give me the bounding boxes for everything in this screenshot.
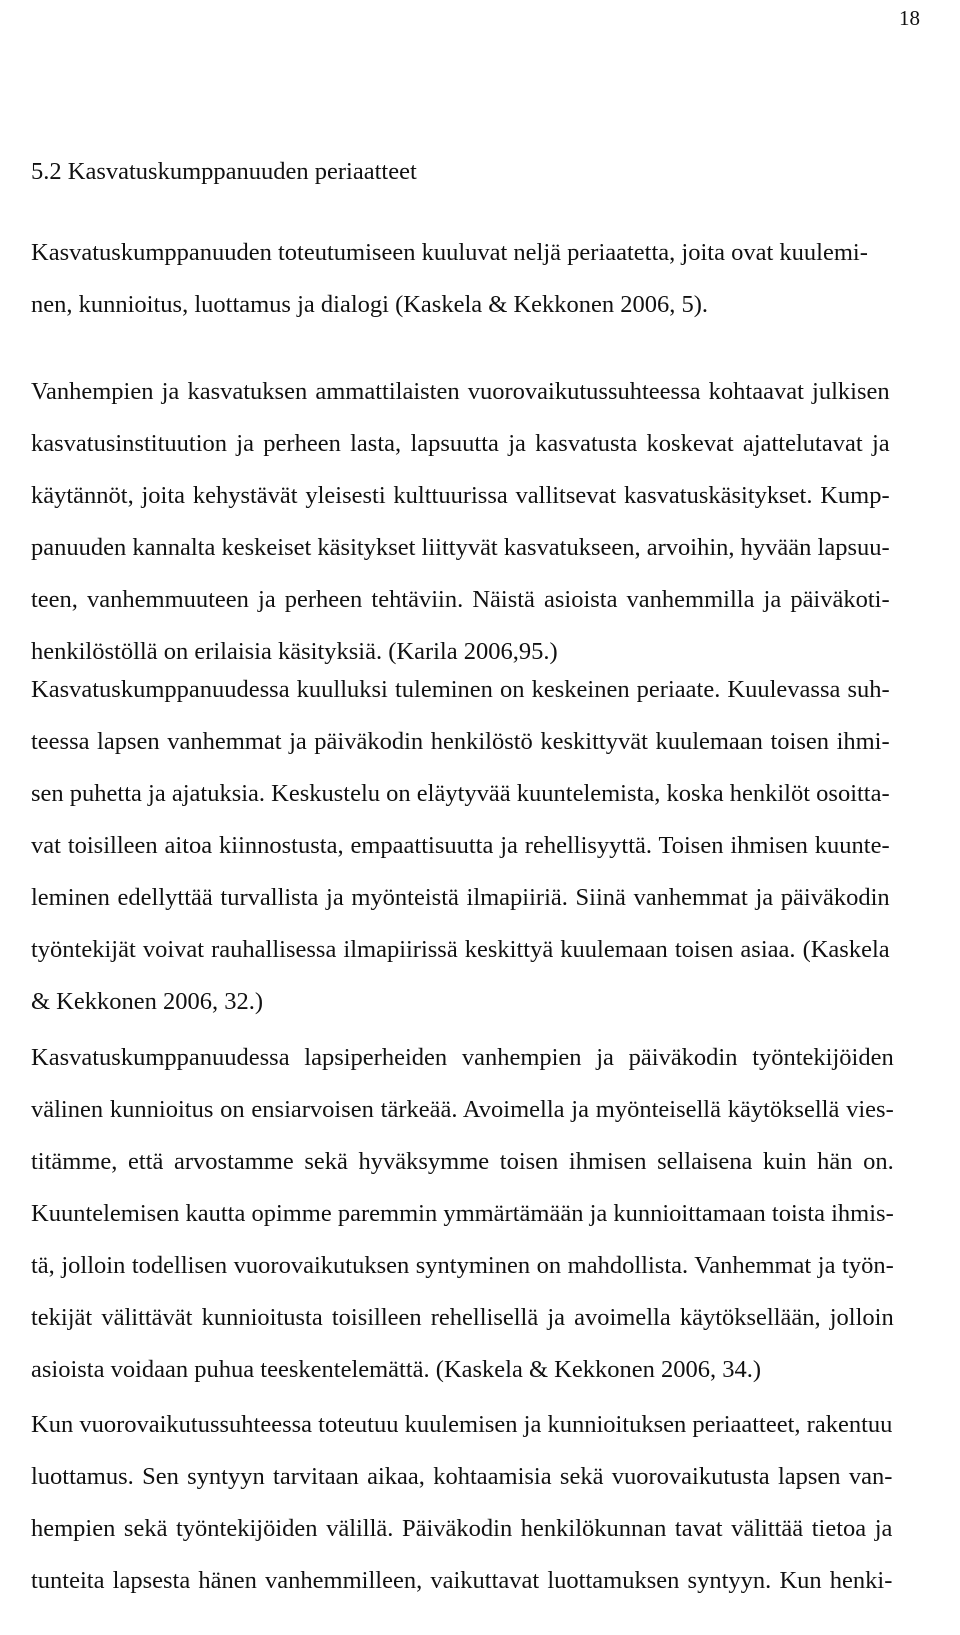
text-line: Kuuntelemisen kautta opimme paremmin ymmärtämään ja kunnioittamaan toista ihmis- [31, 1200, 894, 1227]
paragraph [31, 664, 890, 1028]
text-line: asioista voidaan puhua teeskentelemättä. (Kaskela & Kekkonen 2006, 34.) [31, 1356, 762, 1383]
section-heading: 5.2 Kasvatuskumppanuuden periaatteet [31, 158, 417, 185]
text-line: Kun vuorovaikutussuhteessa toteutuu kuulemisen ja kunnioituksen periaatteet, rakentuu [31, 1411, 893, 1438]
text-line: & Kekkonen 2006, 32.) [31, 988, 264, 1015]
text-line: työntekijät voivat rauhallisessa ilmapiirissä keskittyä kuulemaan toisen asiaa. (Kaskela [31, 936, 890, 963]
text-line: leminen edellyttää turvallista ja myönteistä ilmapiiriä. Siinä vanhemmat ja päiväkodin [31, 884, 890, 911]
text-line: tunteita lapsesta hänen vanhemmilleen, vaikuttavat luottamuksen syntyyn. Kun henki- [31, 1567, 893, 1594]
text-line: Kasvatuskumppanuudessa lapsiperheiden vanhempien ja päiväkodin työntekijöiden [31, 1044, 894, 1071]
text-line: luottamus. Sen syntyyn tarvitaan aikaa, kohtaamisia sekä vuorovaikutusta lapsen van- [31, 1463, 893, 1490]
text-line: tä, jolloin todellisen vuorovaikutuksen syntyminen on mahdollista. Vanhemmat ja työn- [31, 1252, 894, 1279]
text-line: välinen kunnioitus on ensiarvoisen tärkeää. Avoimella ja myönteisellä käytöksellä vies- [31, 1096, 894, 1123]
text-line: teessa lapsen vanhemmat ja päiväkodin henkilöstö keskittyvät kuulemaan toisen ihmi- [31, 728, 890, 755]
text-line: Kasvatuskumppanuudessa kuulluksi tuleminen on keskeinen periaate. Kuulevassa suh- [31, 676, 890, 703]
paragraph [31, 227, 868, 331]
text-line: vat toisilleen aitoa kiinnostusta, empaattisuutta ja rehellisyyttä. Toisen ihmisen kuunte- [31, 832, 890, 859]
text-line: nen, kunnioitus, luottamus ja dialogi (Kaskela & Kekkonen 2006, 5). [31, 291, 709, 318]
page-number: 18 [899, 6, 920, 30]
text-line: henkilöstöllä on erilaisia käsityksiä. (Karila 2006,95.) [31, 638, 558, 665]
text-line: sen puhetta ja ajatuksia. Keskustelu on eläytyvää kuuntelemista, koska henkilöt osoitta- [31, 780, 890, 807]
text-line: hempien sekä työntekijöiden välillä. Päiväkodin henkilökunnan tavat välittää tietoa ja [31, 1515, 893, 1542]
text-line: kasvatusinstituution ja perheen lasta, lapsuutta ja kasvatusta koskevat ajattelutavat ja [31, 430, 890, 457]
paragraph [31, 1032, 894, 1396]
text-line: käytännöt, joita kehystävät yleisesti kulttuurissa vallitsevat kasvatuskäsitykset. Kump- [31, 482, 890, 509]
text-line: Vanhempien ja kasvatuksen ammattilaisten vuorovaikutussuhteessa kohtaavat julkisen [31, 378, 890, 405]
text-line: panuuden kannalta keskeiset käsitykset liittyvät kasvatukseen, arvoihin, hyvään lapsuu- [31, 534, 890, 561]
paragraph [31, 1399, 892, 1607]
text-line: teen, vanhemmuuteen ja perheen tehtäviin. Näistä asioista vanhemmilla ja päiväkoti- [31, 586, 890, 613]
text-line: titämme, että arvostamme sekä hyväksymme toisen ihmisen sellaisena kuin hän on. [31, 1148, 894, 1175]
paragraph [31, 366, 890, 678]
text-line: tekijät välittävät kunnioitusta toisilleen rehellisellä ja avoimella käytöksellään, jolloin [31, 1304, 894, 1331]
text-line: Kasvatuskumppanuuden toteutumiseen kuuluvat neljä periaatetta, joita ovat kuulemi- [31, 239, 868, 266]
